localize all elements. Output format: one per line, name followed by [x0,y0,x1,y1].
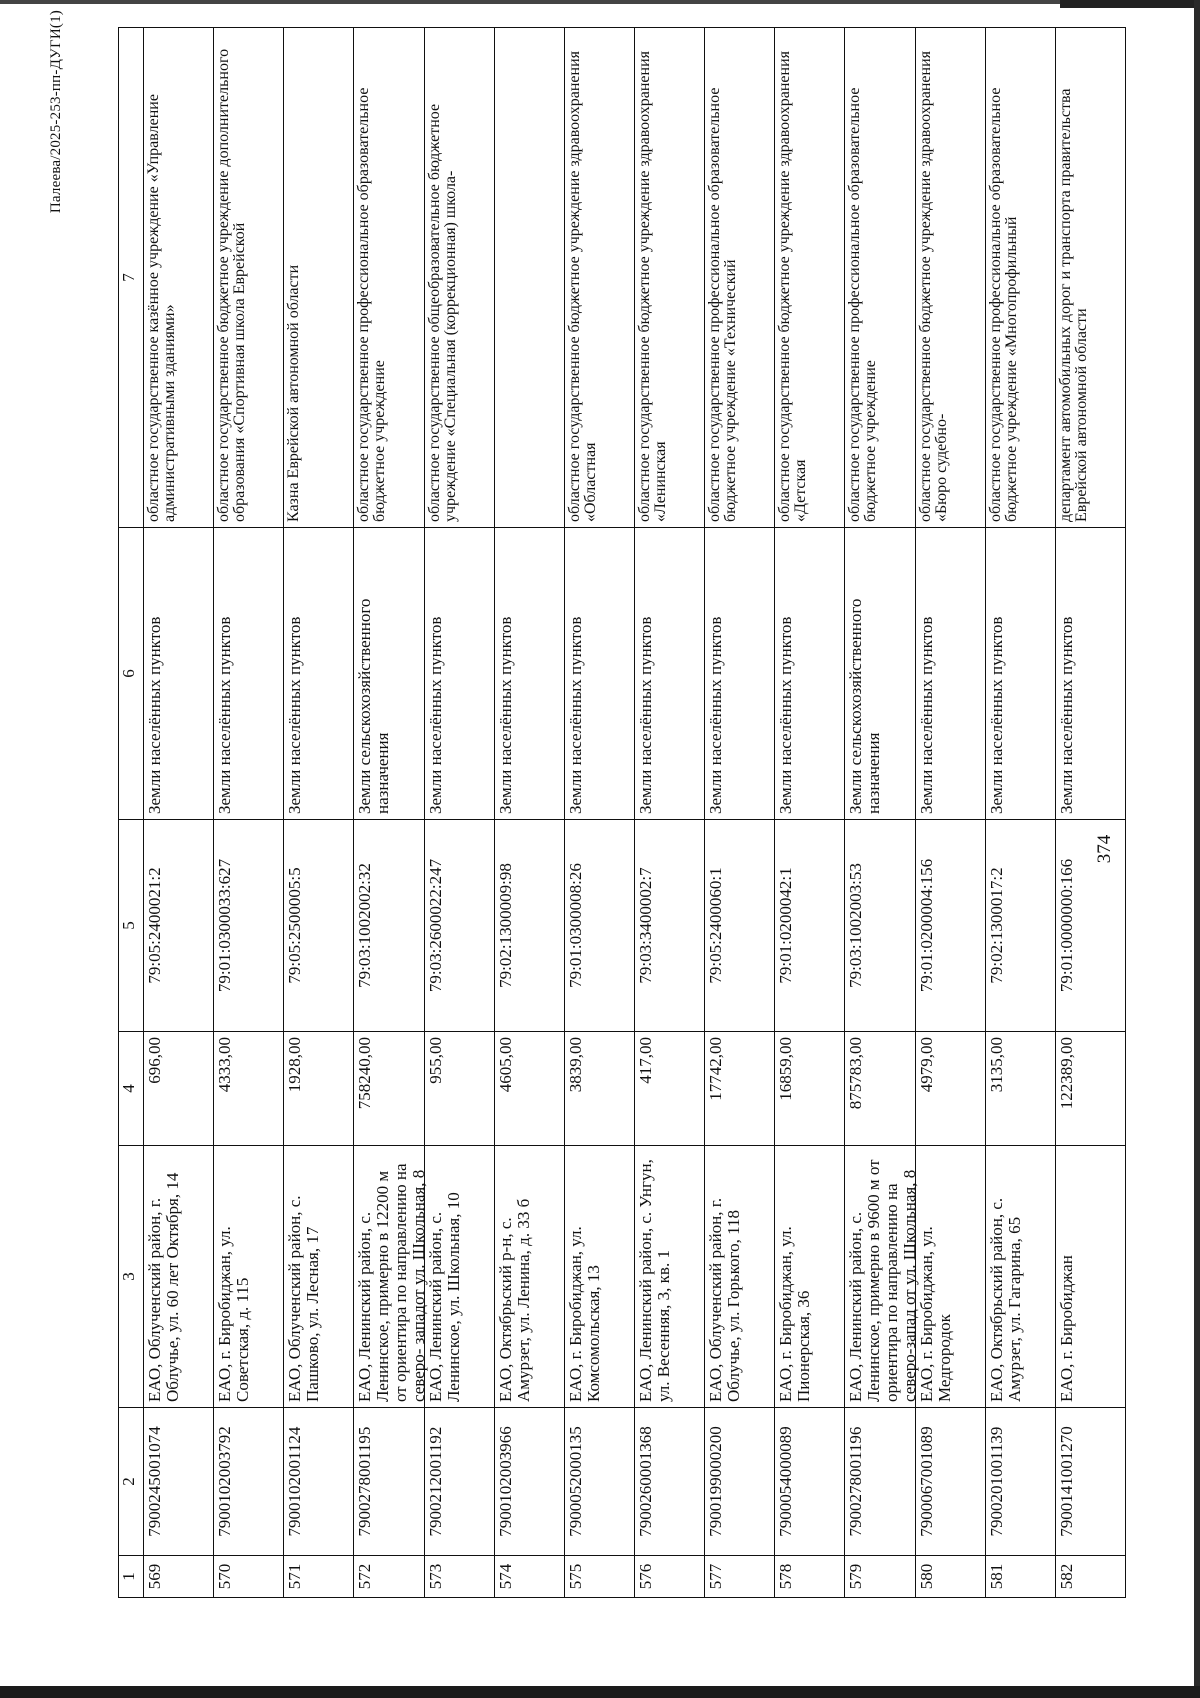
area-text: 3135,00 [987,1037,1006,1093]
cell-holder-organization [144,28,214,528]
cell-holder-organization [845,28,916,528]
holder-organization-text: департамент автомобильных дорог и транспорта правительства Еврейской автономной области [1057,88,1090,522]
registry-number-text: 7900141001270 [1057,1426,1076,1537]
land-category-text: Земли населённых пунктов [426,616,445,814]
cell-address [775,1146,845,1408]
table-row [214,28,284,1598]
table-row [635,28,705,1598]
registry-number-text: 7900102001124 [285,1426,304,1537]
cell-area [284,1032,354,1146]
cell-cadastral-number [635,820,705,1032]
cadastral-number-text: 79:05:2400060:1 [706,867,725,984]
cell-land-category [425,528,495,820]
cell-row-number [1056,1556,1126,1598]
registry-number-text: 7900052000135 [566,1426,585,1537]
header-col-7: 7 [119,28,144,528]
address-text: ЕАО, Ленинский район, с. Ленинское, примерно в 9600 м от ориентира по направлению на северо-запад от ул. Школьная, 8 [846,1159,919,1402]
cell-row-number [284,1556,354,1598]
registry-number-text: 7900199000200 [706,1426,725,1537]
land-category-text: Земли населённых пунктов [215,616,234,814]
cell-cadastral-number [705,820,775,1032]
land-category-text: Земли населённых пунктов [145,616,164,814]
cell-registry-number [565,1408,635,1556]
address-text: ЕАО, г. Биробиджан [1057,1255,1076,1402]
cadastral-number-text: 79:05:2400021:2 [145,867,164,984]
cell-row-number [495,1556,565,1598]
cadastral-number-text: 79:02:1300009:98 [496,863,515,988]
area-text: 955,00 [426,1037,445,1084]
cell-address [354,1146,428,1408]
cell-land-category [565,528,635,820]
area-text: 875783,00 [846,1037,865,1110]
cell-address [495,1146,565,1408]
cell-cadastral-number [354,820,425,1032]
cadastral-number-text: 79:05:2500005:5 [285,867,304,984]
area-text: 4979,00 [917,1037,936,1093]
cell-row-number [635,1556,705,1598]
cell-cadastral-number [495,820,565,1032]
address-text: ЕАО, г. Биробиджан, ул. Пионерская, 36 [776,1226,813,1402]
cell-row-number [775,1556,845,1598]
cell-holder-organization [214,28,284,528]
table-row [775,28,845,1598]
table-row [1056,28,1126,1598]
land-category-text: Земли населённых пунктов [706,616,725,814]
row-number-text: 571 [285,1563,304,1590]
cell-registry-number [986,1408,1056,1556]
cell-land-category [354,528,425,820]
registry-number-text: 7900212001192 [426,1426,445,1537]
row-number-text: 581 [987,1563,1006,1590]
table-row [495,28,565,1598]
row-number-text: 574 [496,1563,515,1590]
cell-holder-organization [425,28,495,528]
table-row [705,28,775,1598]
cadastral-number-text: 79:01:0200042:1 [776,867,795,984]
cell-land-category [495,528,565,820]
cell-address [144,1146,214,1408]
address-text: ЕАО, Облученский район, с. Пашково, ул. Лесная, 17 [285,1195,322,1402]
cell-row-number [425,1556,495,1598]
land-category-text: Земли населённых пунктов [496,616,515,814]
area-text: 17742,00 [706,1037,725,1101]
cell-row-number [705,1556,775,1598]
cell-address [986,1146,1056,1408]
area-text: 122389,00 [1057,1037,1076,1110]
cell-row-number [916,1556,986,1598]
land-category-text: Земли сельскохозяйственного назначения [846,598,883,814]
holder-organization-text: Казна Еврейской автономной области [285,264,302,522]
registry-number-text: 7900054000089 [776,1426,795,1537]
cell-area [495,1032,565,1146]
cell-holder-organization [284,28,354,528]
cell-cadastral-number [565,820,635,1032]
cell-row-number [986,1556,1056,1598]
registry-number-text: 7900102003966 [496,1426,515,1537]
registry-number-text: 7900067001089 [917,1426,936,1537]
area-text: 4605,00 [496,1037,515,1093]
registry-number-text: 7900245001074 [145,1426,164,1537]
area-text: 4333,00 [215,1037,234,1093]
cell-land-category [1056,528,1126,820]
holder-organization-text: областное государственное бюджетное учреждение здравоохранения «Областная [566,50,599,522]
table-row [565,28,635,1598]
cell-land-category [144,528,214,820]
registry-number-text: 7900278001195 [355,1426,374,1537]
cell-registry-number [845,1408,916,1556]
cadastral-number-text: 79:01:0300008:26 [566,863,585,988]
cell-cadastral-number [144,820,214,1032]
header-col-4: 4 [119,1032,144,1146]
cell-cadastral-number [845,820,916,1032]
header-col-2: 2 [119,1408,144,1556]
address-text: ЕАО, Облученский район, г. Облучье, ул. Горького, 118 [706,1197,743,1402]
holder-organization-text: областное государственное бюджетное учреждение здравоохранения «Детская [776,50,809,522]
cell-area [845,1032,916,1146]
cell-row-number [845,1556,916,1598]
area-text: 1928,00 [285,1037,304,1093]
cell-registry-number [705,1408,775,1556]
land-category-text: Земли населённых пунктов [566,616,585,814]
land-category-text: Земли населённых пунктов [1057,616,1076,814]
cadastral-number-text: 79:01:0200004:156 [917,858,936,993]
row-number-text: 569 [145,1563,164,1590]
address-text: ЕАО, г. Биробиджан, ул. Советская, д. 115 [215,1226,252,1402]
address-text: ЕАО, г. Биробиджан, ул. Медгородок [917,1226,954,1402]
cell-registry-number [144,1408,214,1556]
cadastral-number-text: 79:03:1002003:53 [846,863,865,988]
holder-organization-text: областное государственное профессиональное образовательное бюджетное учреждение [846,87,879,522]
cell-area [916,1032,986,1146]
cell-holder-organization [705,28,775,528]
address-text: ЕАО, Ленинский район, с. Унгун, ул. Весенняя, 3, кв. 1 [636,1159,673,1402]
holder-organization-text: областное государственное бюджетное учреждение здравоохранения «Бюро судебно- [917,50,950,522]
row-number-text: 582 [1057,1563,1076,1590]
address-text: ЕАО, Октябрьский район, с. Амурзет, ул. Гагарина, 65 [987,1197,1024,1402]
cell-area [354,1032,425,1146]
row-number-text: 572 [355,1563,374,1590]
cell-area [425,1032,495,1146]
row-number-text: 580 [917,1563,936,1590]
holder-organization-text: областное государственное бюджетное учреждение дополнительного образования «Спортивная школа Еврейской [215,48,248,522]
row-number-text: 575 [566,1563,585,1590]
header-col-6: 6 [119,528,144,820]
table-row [425,28,495,1598]
registry-number-text: 7900102003792 [215,1426,234,1537]
table-row [916,28,986,1598]
cell-holder-organization [775,28,845,528]
cell-row-number [354,1556,425,1598]
table-header [119,28,144,1598]
cell-address [284,1146,354,1408]
cell-land-category [775,528,845,820]
cell-area [986,1032,1056,1146]
holder-organization-text: областное государственное профессиональное образовательное бюджетное учреждение [355,87,388,522]
table-row [284,28,354,1598]
footer-document-code: Палеева/2025-253-пп-ДУГИ(1) [48,10,64,214]
cell-area [635,1032,705,1146]
row-number-text: 579 [846,1563,865,1590]
area-text: 3839,00 [566,1037,585,1093]
cell-land-category [986,528,1056,820]
cell-registry-number [495,1408,565,1556]
cadastral-number-text: 79:03:3400002:7 [636,867,655,984]
holder-organization-text: областное государственное бюджетное учреждение здравоохранения «Ленинская [636,50,669,522]
cell-row-number [565,1556,635,1598]
cell-cadastral-number [775,820,845,1032]
row-number-text: 577 [706,1563,725,1590]
address-text: ЕАО, Ленинский район, с. Ленинское, примерно в 12200 м от ориентира по направлению на северо- западот ул. Школьная, 8 [355,1163,428,1402]
cell-area [1056,1032,1126,1146]
header-col-3: 3 [119,1146,144,1408]
header-col-5: 5 [119,820,144,1032]
cell-registry-number [1056,1408,1126,1556]
land-category-text: Земли сельскохозяйственного назначения [355,598,392,814]
cell-area [214,1032,284,1146]
cadastral-number-text: 79:03:2600022:247 [426,858,445,993]
land-category-text: Земли населённых пунктов [636,616,655,814]
registry-number-text: 7900278001196 [846,1426,865,1537]
land-category-text: Земли населённых пунктов [987,616,1006,814]
cell-address [1056,1146,1126,1408]
land-category-text: Земли населённых пунктов [917,616,936,814]
page-number: 374 [1094,834,1115,864]
cell-cadastral-number [916,820,986,1032]
cell-land-category [214,528,284,820]
cell-registry-number [916,1408,986,1556]
table-row [354,28,425,1598]
cell-registry-number [214,1408,284,1556]
cell-area [775,1032,845,1146]
cell-holder-organization [1056,28,1126,528]
holder-organization-text: областное государственное профессиональное образовательное бюджетное учреждение «Технический [706,87,739,522]
address-text: ЕАО, Октябрьский р-н, с. Амурзет, ул. Ленина, д. 33 б [496,1198,533,1402]
cell-holder-organization [986,28,1056,528]
cell-land-category [916,528,986,820]
cell-registry-number [284,1408,354,1556]
cell-address [425,1146,495,1408]
holder-organization-text: областное государственное казённое учреждение «Управление административными зданиями» [145,94,178,522]
cell-row-number [214,1556,284,1598]
holder-organization-text: областное государственное общеобразовательное бюджетное учреждение «Специальная (коррекционная) школа- [426,103,459,522]
cell-cadastral-number [986,820,1056,1032]
cadastral-number-text: 79:01:0000000:166 [1057,858,1076,993]
cell-land-category [635,528,705,820]
cell-land-category [845,528,916,820]
area-text: 758240,00 [355,1037,374,1110]
table-row [144,28,214,1598]
cell-cadastral-number [284,820,354,1032]
row-number-text: 578 [776,1563,795,1590]
cell-cadastral-number [1056,820,1126,1032]
cell-registry-number [775,1408,845,1556]
cell-registry-number [354,1408,425,1556]
row-number-text: 576 [636,1563,655,1590]
holder-organization-text: областное государственное профессиональное образовательное бюджетное учреждение «Многопрофильный [987,87,1020,522]
cell-address [916,1146,986,1408]
cell-address [705,1146,775,1408]
cell-area [144,1032,214,1146]
cell-registry-number [635,1408,705,1556]
table-row [845,28,916,1598]
cell-holder-organization [354,28,425,528]
address-text: ЕАО, Облученский район, г. Облучье, ул. 60 лет Октября, 14 [145,1172,182,1402]
address-text: ЕАО, Ленинский район, с. Ленинское, ул. Школьная, 10 [426,1192,463,1402]
row-number-text: 570 [215,1563,234,1590]
cell-holder-organization [916,28,986,528]
cell-land-category [705,528,775,820]
cell-cadastral-number [214,820,284,1032]
area-text: 16859,00 [776,1037,795,1101]
land-category-text: Земли населённых пунктов [776,616,795,814]
header-col-1: 1 [119,1556,144,1598]
cell-area [705,1032,775,1146]
cell-address [565,1146,635,1408]
land-category-text: Земли населённых пунктов [285,616,304,814]
cadastral-number-text: 79:02:1300017:2 [987,867,1006,984]
area-text: 417,00 [636,1037,655,1084]
registry-number-text: 7900260001368 [636,1426,655,1537]
cell-cadastral-number [425,820,495,1032]
address-text: ЕАО, г. Биробиджан, ул. Комсомольская, 13 [566,1226,603,1402]
row-number-text: 573 [426,1563,445,1590]
cell-holder-organization [565,28,635,528]
cell-area [565,1032,635,1146]
cadastral-number-text: 79:01:0300033:627 [215,858,234,993]
cadastral-number-text: 79:03:1002002:32 [355,863,374,988]
cell-land-category [284,528,354,820]
cell-address [845,1146,919,1408]
cell-address [635,1146,705,1408]
cell-registry-number [425,1408,495,1556]
table-row [986,28,1056,1598]
cell-row-number [144,1556,214,1598]
registry-number-text: 7900201001139 [987,1426,1006,1537]
header-row [119,28,144,1598]
property-registry-table [118,27,1126,1598]
cell-address [214,1146,284,1408]
cell-holder-organization [635,28,705,528]
table-body [144,28,1126,1598]
cell-holder-organization [495,28,565,528]
area-text: 696,00 [145,1037,164,1084]
